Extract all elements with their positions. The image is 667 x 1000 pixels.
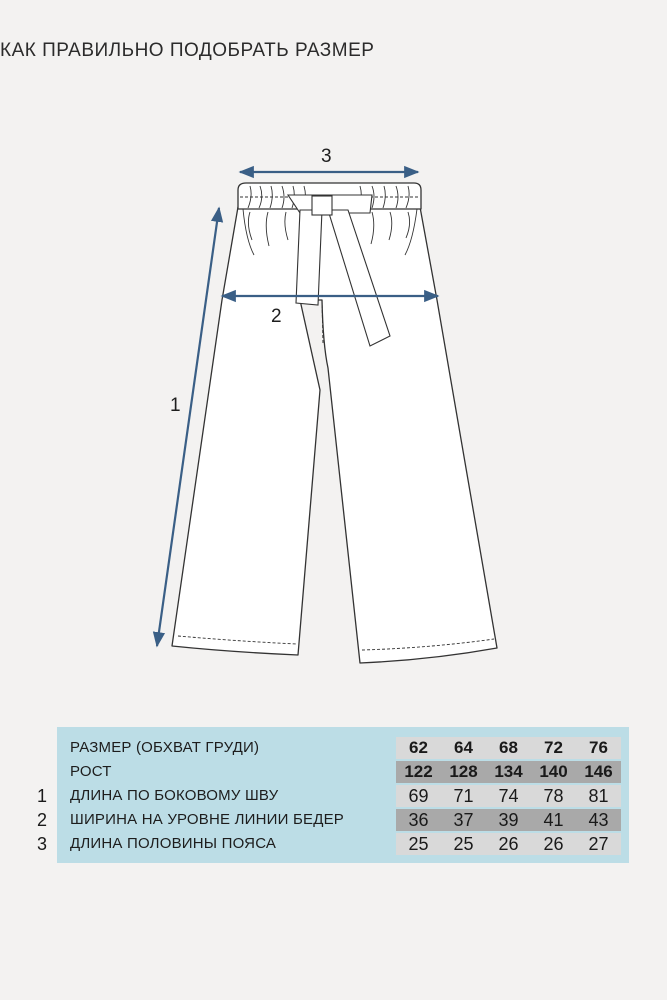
measure-2-label: 2 — [271, 306, 282, 327]
table-cell: 78 — [543, 786, 564, 806]
table-cell: 26 — [498, 834, 519, 854]
size-table — [57, 727, 629, 863]
table-row-height — [57, 761, 629, 783]
table-cell: 68 — [499, 738, 518, 757]
table-cell: 140 — [539, 762, 568, 781]
row-values — [396, 809, 621, 831]
measure-1-label: 1 — [170, 395, 181, 416]
table-cell: 26 — [543, 834, 564, 854]
table-cell: 71 — [453, 786, 474, 806]
row-number-2: 2 — [37, 810, 48, 830]
table-cell: 64 — [454, 738, 473, 757]
table-row-half-waist — [57, 833, 629, 855]
row-values — [396, 761, 621, 783]
table-cell: 122 — [404, 762, 433, 781]
row-label: ДЛИНА ПО БОКОВОМУ ШВУ — [70, 787, 279, 804]
row-values — [396, 737, 621, 759]
row-label: ДЛИНА ПОЛОВИНЫ ПОЯСА — [70, 835, 277, 852]
table-cell: 37 — [453, 810, 474, 830]
table-cell: 134 — [494, 762, 523, 781]
row-values — [396, 833, 621, 855]
table-cell: 39 — [498, 810, 519, 830]
table-cell: 62 — [409, 738, 428, 757]
table-cell: 41 — [543, 810, 564, 830]
table-cell: 128 — [449, 762, 478, 781]
table-cell: 72 — [544, 738, 563, 757]
table-cell: 146 — [584, 762, 613, 781]
table-cell: 43 — [588, 810, 609, 830]
row-label: ШИРИНА НА УРОВНЕ ЛИНИИ БЕДЕР — [70, 811, 345, 828]
table-cell: 76 — [589, 738, 608, 757]
row-values — [396, 785, 621, 807]
measure-3-label: 3 — [321, 146, 332, 167]
table-cell: 69 — [408, 786, 429, 806]
table-cell: 36 — [408, 810, 429, 830]
pants-outline — [172, 183, 497, 663]
table-row-hip-width — [57, 809, 629, 831]
table-cell: 74 — [498, 786, 519, 806]
table-row-side-seam — [57, 785, 629, 807]
table-cell: 81 — [588, 786, 609, 806]
row-number-1: 1 — [37, 786, 48, 806]
page-title: КАК ПРАВИЛЬНО ПОДОБРАТЬ РАЗМЕР — [0, 40, 375, 61]
table-cell: 25 — [453, 834, 474, 854]
table-cell: 27 — [588, 834, 609, 854]
table-cell: 25 — [408, 834, 429, 854]
row-number-3: 3 — [37, 834, 48, 854]
row-label: РОСТ — [70, 763, 112, 780]
row-label: РАЗМЕР (ОБХВАТ ГРУДИ) — [70, 739, 260, 756]
table-row-size — [57, 737, 629, 759]
